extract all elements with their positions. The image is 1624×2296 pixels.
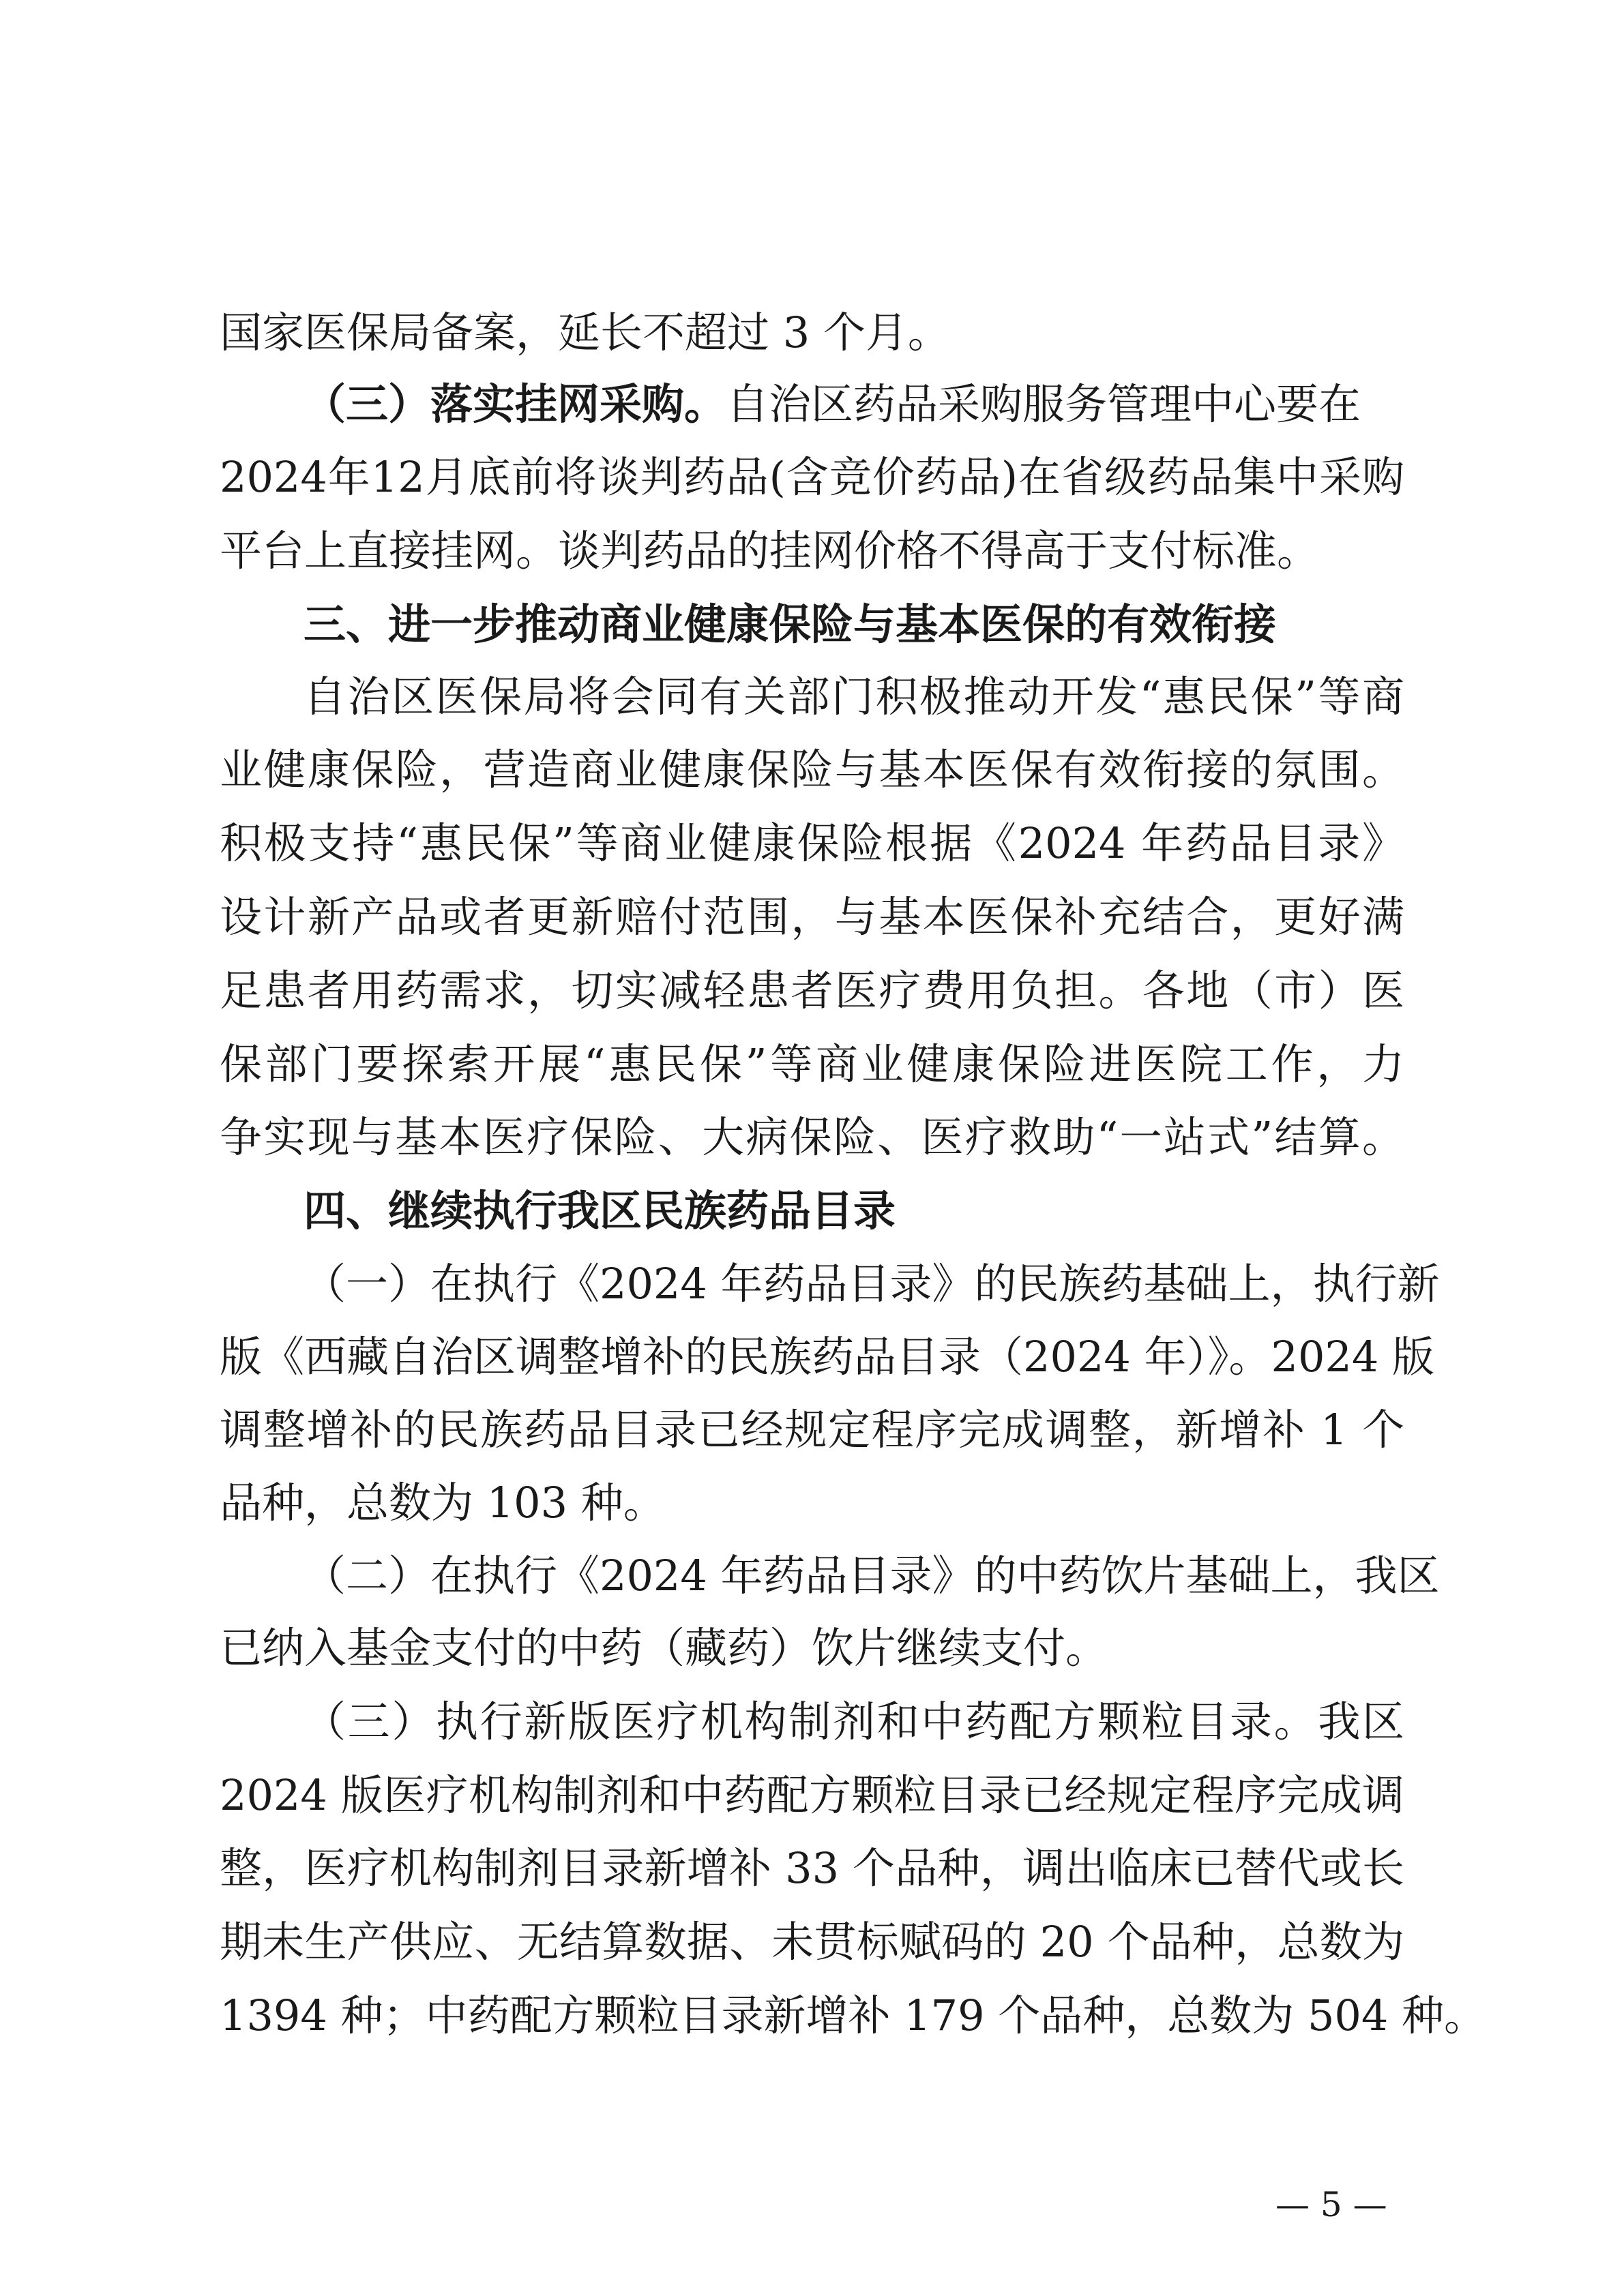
subheading-implement-online-procurement: （三）落实挂网采购。 [304,379,727,429]
body-line-15: 版《西藏自治区调整增补的民族药品目录（2024 年）》。2024 版 [220,1332,1434,1382]
body-line-14: （一）在执行《2024 年药品目录》的民族药基础上，执行新 [304,1259,1440,1309]
body-line-21: 2024 版医疗机构制剂和中药配方颗粒目录已经规定程序完成调 [220,1770,1404,1820]
body-line-23: 期未生产供应、无结算数据、未贯标赋码的 20 个品种，总数为 [220,1917,1404,1967]
body-line-24: 1394 种；中药配方颗粒目录新增补 179 个品种，总数为 504 种。 [220,1991,1487,2040]
body-line-9: 设计新产品或者更新赔付范围，与基本医保补充结合，更好满 [220,892,1404,942]
body-line-7: 业健康保险，营造商业健康保险与基本医保有效衔接的氛围。 [220,745,1404,794]
section-heading-three: 三、进一步推动商业健康保险与基本医保的有效衔接 [304,599,1277,649]
body-line-2-text: 自治区药品采购服务管理中心要在 [726,379,1361,429]
body-line-4: 平台上直接挂网。谈判药品的挂网价格不得高于支付标准。 [220,526,1320,576]
section-heading-four: 四、继续执行我区民族药品目录 [304,1186,896,1236]
page-number: — 5 — [1275,2185,1387,2224]
body-line-10: 足患者用药需求，切实减轻患者医疗费用负担。各地（市）医 [220,966,1404,1015]
subheading-line-2 [304,379,1361,429]
body-line-3: 2024年12月底前将谈判药品(含竞价药品)在省级药品集中采购 [220,452,1404,502]
body-line-19: 已纳入基金支付的中药（藏药）饮片继续支付。 [220,1623,1108,1673]
body-line-20: （三）执行新版医疗机构制剂和中药配方颗粒目录。我区 [304,1697,1404,1746]
body-line-16: 调整增补的民族药品目录已经规定程序完成调整，新增补 1 个 [220,1405,1404,1455]
body-line-17: 品种，总数为 103 种。 [220,1478,666,1527]
body-line-11: 保部门要探索开展“惠民保”等商业健康保险进医院工作，力 [220,1039,1404,1089]
body-line-12: 争实现与基本医疗保险、大病保险、医疗救助“一站式”结算。 [220,1112,1404,1162]
body-line-22: 整，医疗机构制剂目录新增补 33 个品种，调出临床已替代或长 [220,1843,1404,1893]
body-line-18: （二）在执行《2024 年药品目录》的中药饮片基础上，我区 [304,1551,1440,1600]
body-line-1: 国家医保局备案，延长不超过 3 个月。 [220,308,950,357]
body-line-6: 自治区医保局将会同有关部门积极推动开发“惠民保”等商 [304,672,1404,721]
body-line-8: 积极支持“惠民保”等商业健康保险根据《2024 年药品目录》 [220,818,1404,868]
